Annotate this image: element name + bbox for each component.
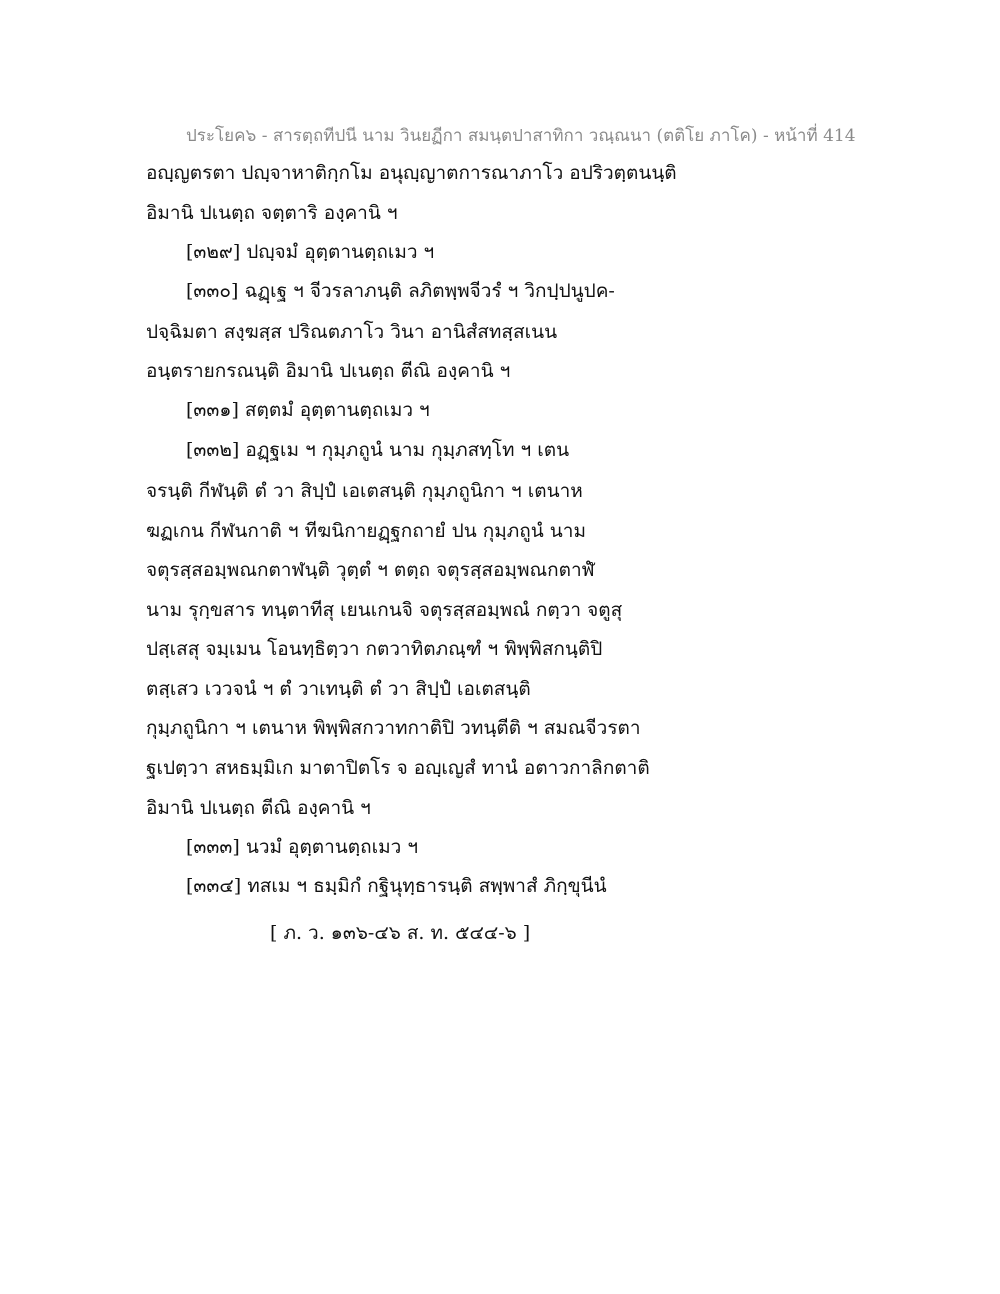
text-line: นาม รุกฺขสาร ทนฺตาทีสุ เยนเกนจิ จตุรสฺสอมฺพณํ กตฺวา จตูสุ: [146, 599, 623, 621]
text-line: ฆฏเกน กีฬนกาติ ฯ ทีฆนิกายฏฺฐกถายํ ปน กุมฺภถูนํ นาม: [146, 520, 586, 542]
text-line: อญฺญตรตา ปญฺจาหาติกฺกโม อนุญฺญาตการณาภาโว อปริวตฺตนนฺติ: [146, 162, 677, 184]
text-line: [๓๓๒] อฏฺฐเม ฯ กุมฺภถูนํ นาม กุมฺภสทฺโท ฯ เตน: [186, 439, 570, 461]
text-line: ปสฺเสสุ จมฺเมน โอนทฺธิตฺวา กตวาทิตภณฺฑํ ฯ พิพฺพิสกนฺติปิ: [146, 638, 603, 660]
text-line: [๓๒๙] ปญฺจมํ อุตฺตานตฺถเมว ฯ: [186, 241, 435, 263]
page-header: ประโยค๖ - สารตฺถทีปนี นาม วินยฏีกา สมนฺตปาสาทิกา วณฺณนา (ตติโย ภาโค) - หน้าที่ 414: [186, 126, 856, 146]
text-line: อิมานิ ปเนตฺถ จตฺตาริ องฺคานิ ฯ: [146, 202, 398, 224]
text-line: ตสฺเสว เววจนํ ฯ ตํ วาเทนฺติ ตํ วา สิปฺปํ เอเตสนฺติ: [146, 678, 531, 700]
reference-citation: [ ภ. ว. ๑๓๖-๔๖ ส. ท. ๕๔๔-๖ ]: [270, 922, 531, 944]
text-line: อนฺตรายกรณนฺติ อิมานิ ปเนตฺถ ตีณิ องฺคานิ ฯ: [146, 360, 511, 382]
text-line: [๓๓๓] นวมํ อุตฺตานตฺถเมว ฯ: [186, 836, 419, 858]
text-line: [๓๓๐] ฉฏฺเฐ ฯ จีวรลาภนฺติ ลภิตพฺพจีวรํ ฯ วิกปฺปนูปค-: [186, 280, 615, 302]
text-line: ฐเปตฺวา สหธมฺมิเก มาตาปิตโร จ อญฺเญสํ ทานํ อตาวกาลิกตาติ: [146, 757, 650, 779]
text-line: [๓๓๔] ทสเม ฯ ธมฺมิกํ กฐินุทฺธารนฺติ สพฺพาสํ ภิกฺขุนีนํ: [186, 875, 607, 897]
text-line: [๓๓๑] สตฺตมํ อุตฺตานตฺถเมว ฯ: [186, 399, 430, 421]
text-line: ปจฺฉิมตา สงฺฆสฺส ปริณตภาโว วินา อานิสํสทสฺสเนน: [146, 321, 558, 343]
text-line: อิมานิ ปเนตฺถ ตีณิ องฺคานิ ฯ: [146, 797, 371, 819]
text-line: จรนฺติ กีฬนฺติ ตํ วา สิปฺปํ เอเตสนฺติ กุมฺภถูนิกา ฯ เตนาห: [146, 480, 583, 502]
text-line: จตุรสฺสอมฺพณกตาฬนฺติ วุตฺตํ ฯ ตตฺถ จตุรสฺสอมฺพณกตาฬํ: [146, 559, 595, 581]
text-line: กุมฺภถูนิกา ฯ เตนาห พิพฺพิสกวาทกาติปิ วทนฺตีติ ฯ สมณจีวรตา: [146, 717, 641, 739]
